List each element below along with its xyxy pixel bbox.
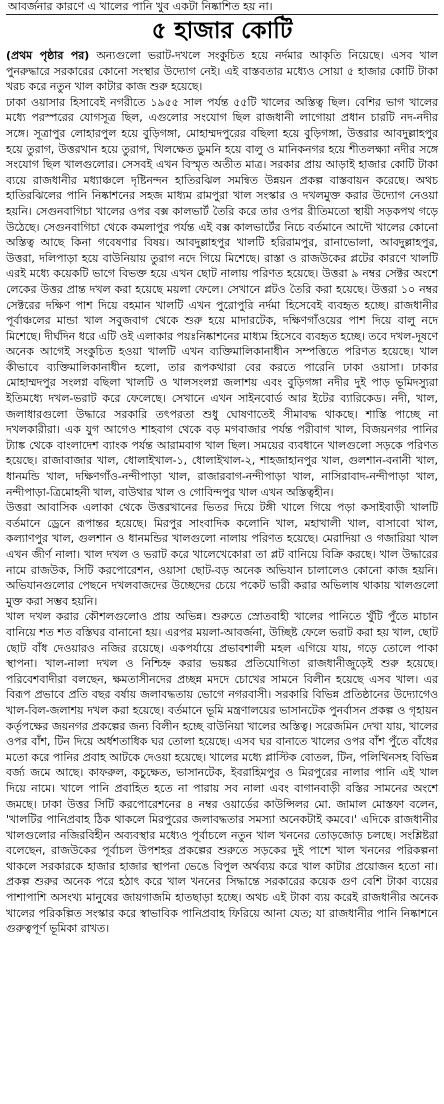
paragraph-1-text: অন্যগুলো ভরাট-দখলে সংকুচিত হয়ে নর্দমার আকৃতি নিয়েছে। এসব খাল পুনরুদ্ধারে সরকারের কোনো সংস্থার উদ্যোগ নেই। এই বাস্তবতার মধ্যেও সোয়া ৫ হাজার কোটি টাকা খরচ করে নতুন খাল কাটার কাজ শুরু হয়েছে। (6, 49, 438, 94)
article-paragraph-2: ঢাকা ওয়াসার হিসাবেই নগরীতে ১৯৫৫ সাল পর্যন্ত ৫৫টি খালের অস্তিত্ব ছিল। বেশির ভাগ খালের মধ্যে পরস্পরের যোগসূত্র ছিল, এগুলোর সংযোগ ছিল রাজধানী লাগোয়া প্রধান চারটি নদ-নদীর সঙ্গে। সূত্রাপুর লোহারপুল হয়ে বুড়িগঙ্গা, মোহাম্মদপুরের বছিলা হয়ে বুড়িগঙ্গা, উত্তরার আবদুল্লাহপুর হয়ে তুরাগ, উত্তরখান হয়ে তুরাগ, খিলক্ষেত ডুমনি হয়ে বালু ও মানিকনগর হয়ে শীতলক্ষ্যা নদীর সঙ্গে সংযোগ ছিল খালগুলোর। সেসবই এখন বিস্মৃত অতীত মাত্র। সরকার প্রায় আড়াই হাজার কোটি টাকা ব্যয়ে রাজধানীর মধ্যাঞ্চলে দৃষ্টিনন্দন হাতিরঝিল সমন্বিত উন্নয়ন প্রকল্প বাস্তবায়ন করেছে। অথচ হাতিরঝিলের পানি নিষ্কাশনের সহজ মাধ্যম রামপুরা খাল সংস্কার ও দখলমুক্ত করার উদ্যোগ নেওয়া হয়নি। সেগুনবাগিচা খালের ওপর বক্স কালভার্ট তৈরি করে তার ওপর রীতিমতো স্থায়ী সড়কপথ গড়ে উঠেছে। সেগুনবাগিচা থেকে কমলাপুর পর্যন্ত এই বক্স কালভার্টের নিচে বর্তমানে আদৌ খালের কোনো অস্তিত্ব আছে কিনা গবেষণার বিষয়। আবদুল্লাহপুর খালটি হরিরামপুর, রানাভোলা, আবদুল্লাহপুর, উত্তরা, দলিপাড়া হয়ে বাউনিয়ায় তুরাগ নদে গিয়ে মিশেছে। রাস্তা ও রাজউকের প্লটের কারণে খালটি এরই মধ্যে কয়েকটি ভাগে বিভক্ত হয়ে এখন ছোট নালায় পরিণত হয়েছে। উত্তরা ৯ নম্বর সেক্টর অংশে লেকের উত্তর প্রান্ত দখল করা হয়েছে ময়লা ফেলে। সেখানে প্লটও তৈরি করা হয়েছে। উত্তরা ১০ নম্বর সেক্টরের দক্ষিণ পাশ দিয়ে বহমান খালটি এখন পুরোপুরি নর্দমা হিসেবেই ব্যবহৃত হচ্ছে। রাজধানীর পূর্বাঞ্চলের মান্ডা খাল সবুজবাগ থেকে শুরু হয়ে মাদারটেক, দক্ষিণগাঁওয়ের পাশ দিয়ে বালু নদে মিশেছে। দীর্ঘদিন ধরে এটি ওই এলাকার পয়ঃনিষ্কাশনের মাধ্যম হিসেবে ব্যবহৃত হচ্ছে। তবে দখল-দূষণে অনেক আগেই সংকুচিত হওয়া খালটি এখন ব্যক্তিমালিকানাধীন সম্পত্তিতে পরিণত হয়েছে। খাল কীভাবে ব্যক্তিমালিকানাধীন হলো, তার রূপকথারা বের করতে পারেনি ঢাকা ওয়াসা। ঢাকার মোহাম্মদপুর সংলগ্ন বছিলা খালটি ও খালসংলগ্ন জলাশয় এবং বুড়িগঙ্গা নদীর দুই পাড় ভূমিদস্যুরা ইতিমধ্যে দখল-ভরাট করে ফেলেছে। সেখানে এখন সাইনবোর্ড আর ইটের ব্যারিকেড। নদী, খাল, জলাধারগুলো উদ্ধারে সরকারি তৎপরতা শুধু ঘোষণাতেই সীমাবদ্ধ থাকছে। শাস্তি পাচ্ছে না দখলকারীরা। এক যুগ আগেও শাহবাগ থেকে বড় মগবাজার পর্যন্ত পরীবাগ খাল, বিজয়নগর পানির ট্যাঙ্ক থেকে বাংলাদেশ ব্যাংক পর্যন্ত আরামবাগ খাল ছিল। সময়ের ব্যবধানে খালগুলো সড়কে পরিণত হয়েছে। রাজাবাজার খাল, ধোলাইখাল-১, ধোলাইখাল-২, শাহজাহানপুর খাল, গুলশান-বনানী খাল, ধানমন্ডি খাল, দক্ষিণগাঁও-নন্দীপাড়া খাল, রাজারবাগ-নন্দীপাড়া খাল, নাসিরাবাদ-নন্দীপাড়া খাল, নন্দীপাড়া-ত্রিমোহনী খাল, বাউথার খাল ও গোবিন্দপুর খাল এখন অস্তিত্বহীন। (6, 95, 438, 499)
article-headline: ৫ হাজার কোটি (151, 18, 293, 44)
previous-column-tail-line: আবর্জনার কারণে এ খালের পানি খুব একটা নিষ্কাশিত হয় না। (6, 0, 438, 15)
article-paragraph-4: খাল দখল করার কৌশলগুলোও প্রায় অভিন্ন। শুরুতে স্রোতবাহী খালের পানিতে খুঁটি পুঁতে মাচান বানিয়ে শত শত বস্তিঘর বানানো হয়। এরপর ময়লা-আবর্জনা, উচ্ছিষ্ট ফেলে ভরাট করা হয় খাল, ছোট ছোট বাঁধ দেওয়ারও নজির রয়েছে। একপর্যায়ে প্রভাবশালী মহল এগিয়ে যায়, গড়ে তোলে পাকা স্থাপনা। খাল-নালা দখল ও নিশ্চিহ্ন করার ভয়ঙ্কর প্রতিযোগিতা রাজধানীজুড়েই শুরু হয়েছে। পরিবেশবাদীরা বলছেন, ক্ষমতাসীনদের প্রচ্ছন্ন মদদে চোখের সামনে বিলীন হয়েছে এসব খাল। এর বিরূপ প্রভাবে প্রতি বছর বর্ষায় জলাবদ্ধতায় ভোগে নগরবাসী। সরকারি বিভিন্ন প্রতিষ্ঠানের উদ্যোগেও খাল-বিল-জলাশয় দখল করা হয়েছে। বর্তমানে ভূমি মন্ত্রণালয়ের ভাসানটেক পুনর্বাসন প্রকল্প ও গৃহায়ন কর্তৃপক্ষের জয়নগর প্রকল্পের জন্য বিলীন হচ্ছে বাউনিয়া খালের অস্তিত্ব। সরেজমিন দেখা যায়, খালের ওপর বাঁশ, টিন দিয়ে অর্ধশতাধিক ঘর তোলা হয়েছে। এসব ঘর বানাতে খালের ওপর বাঁশ পুঁতে বাঁধের মতো করে পানির প্রবাহ আটকে দেওয়া হয়েছে। খালের মধ্যে প্লাস্টিক বোতল, টিন, পলিথিনসহ বিভিন্ন বর্জ্য জমে আছে। কাফরুল, কচুক্ষেত, ভাসানটেক, ইবরাহিমপুর ও মিরপুরের নালার পানি এই খাল দিয়ে নামে। খালে পানি প্রবাহিত হতে না পারায় সব নালা এবং বাগানবাড়ী বস্তির সামনের অংশে জমছে। ঢাকা উত্তর সিটি করপোরেশনের ৪ নম্বর ওয়ার্ডের কাউন্সিলর মো. জামাল মোস্তফা বলেন, 'খালটির পানিপ্রবাহ ঠিক থাকলে মিরপুরের জলাবদ্ধতার সমস্যা অনেকটাই কমবে।' এদিকে রাজধানীর খালগুলোর নজিরবিহীন অব্যবস্থার মধ্যেও পূর্বাচলে নতুন খাল খননের তোড়জোড় চলছে। সংশ্লিষ্টরা বলেছেন, রাজউকের পূর্বাচল উপশহর প্রকল্পের শুরুতে সড়কের দুই পাশে খাল খননের পরিকল্পনা থাকলে সরকারকে হাজার হাজার স্থাপনা ভেঙে বিপুল অর্থব্যয় করে খাল কাটার প্রয়োজন হতো না। প্রকল্প শুরুর অনেক পরে হঠাৎ করে খাল খননের সিদ্ধান্তে সরকারের কয়েক গুণ বেশি টাকা ব্যয়ের পাশাপাশি অসংখ্য মানুষের জায়গাজমি হাতছাড়া হচ্ছে। অথচ এই টাকা ব্যয় করেই রাজধানীর অনেক খালের পরিকল্পিত সংস্কার করে স্বাভাবিক পানিপ্রবাহ ফিরিয়ে আনা যেত; যা রাজধানীর পানি নিষ্কাশনে গুরুত্বপূর্ণ ভূমিকা রাখত। (6, 610, 438, 936)
continuation-label: (প্রথম পৃষ্ঠার পর) (6, 49, 90, 62)
article-body (6, 48, 438, 937)
article-paragraph-1 (6, 48, 438, 95)
article-paragraph-3: উত্তরা আবাসিক এলাকা থেকে উত্তরখানের ভিতর দিয়ে টঙ্গী খালে গিয়ে পড়া কসাইবাড়ী খালটি বর্তমানে ড্রেনে রূপান্তর হয়েছে। মিরপুর সাংবাদিক কলোনি খাল, মহাখালী খাল, বাসাবো খাল, কল্যাণপুর খাল, গুলশান ও ধানমন্ডির খালগুলো নালায় পরিণত হয়েছে। মেরাদিয়া ও গজারিয়া খাল এখন জীর্ণ নালা। খাল দখল ও ভরাট করে খালেখেকোরা তা প্লট বানিয়ে বিক্রি করছে। খাল উদ্ধারের নামে রাজউক, সিটি করপোরেশন, ওয়াসা ছোট-বড় অনেক অভিযান চালালেও কোনো কাজ হয়নি। অভিযানগুলোর পেছনে দখলবাজদের উচ্ছেদের চেয়ে পকেট ভারী করার অভিলাষ থাকায় খালগুলো মুক্ত করা সম্ভব হয়নি। (6, 501, 438, 608)
